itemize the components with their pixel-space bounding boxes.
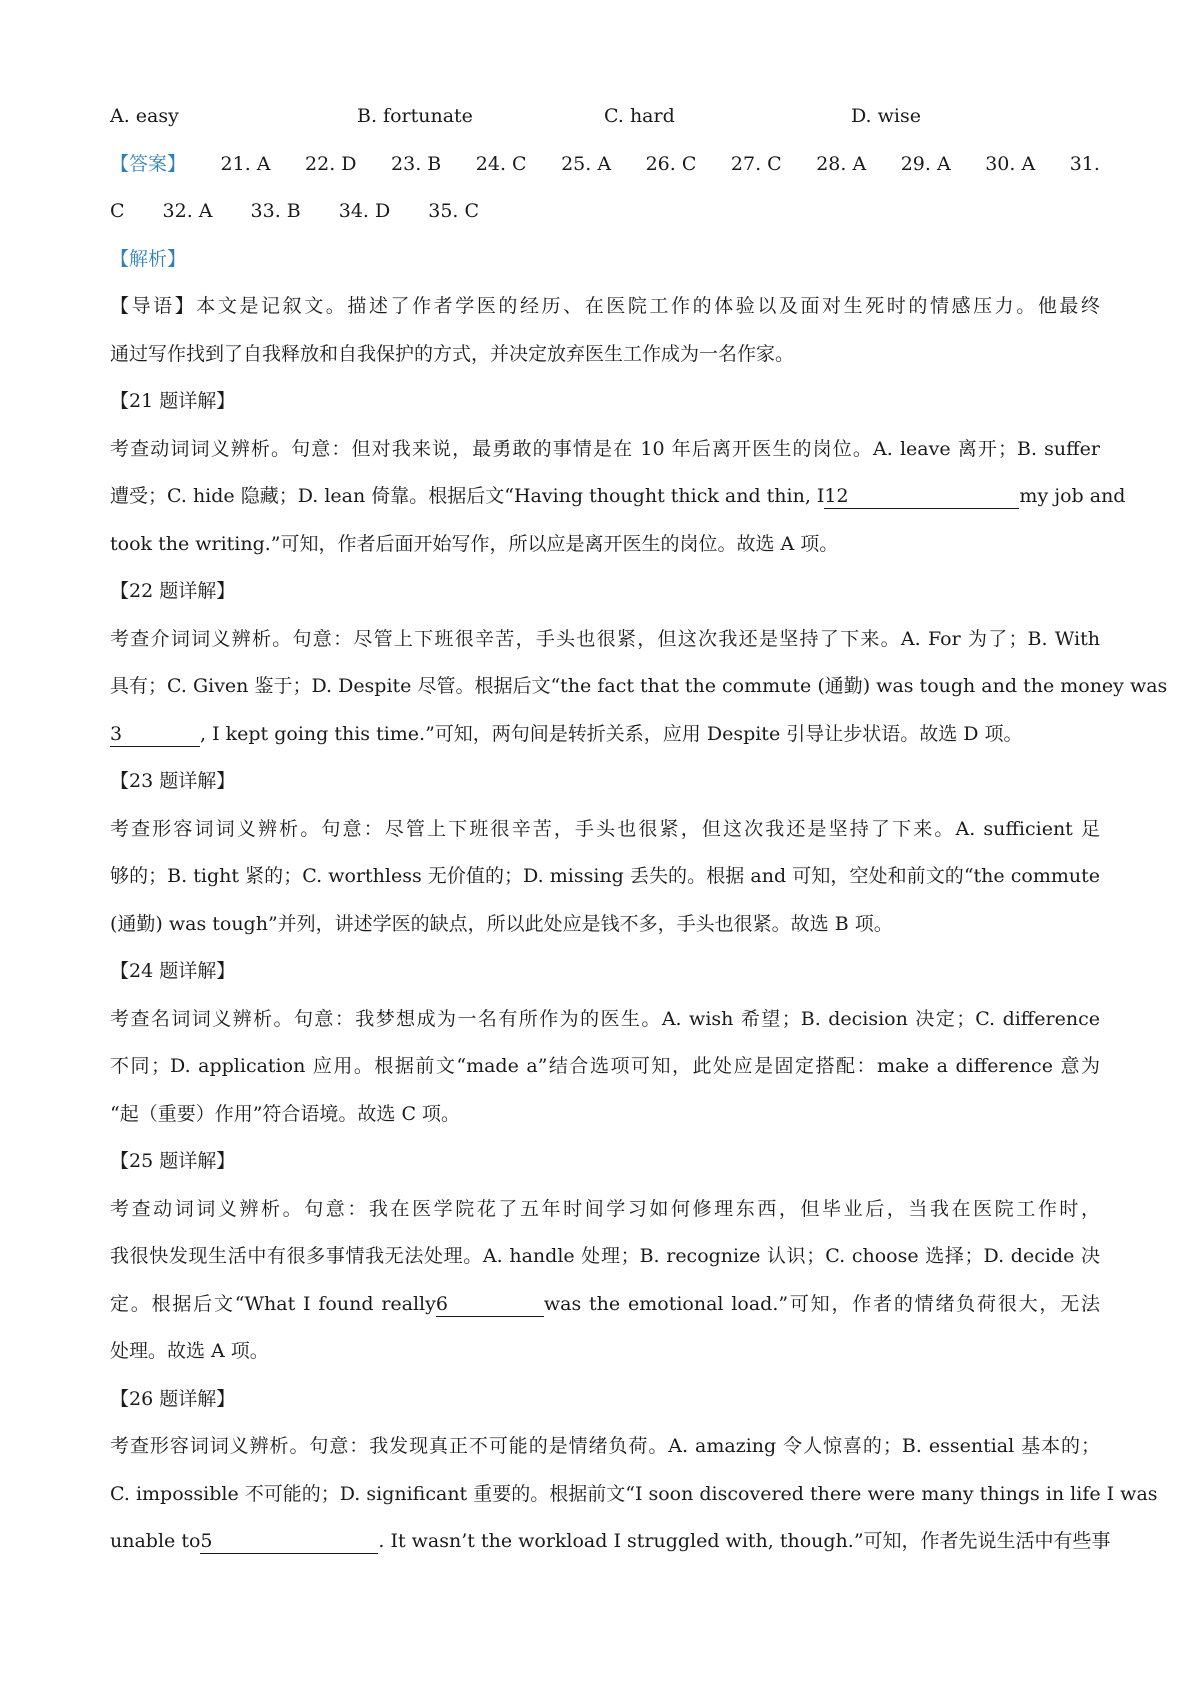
q23-line: 够的；B. tight 紧的；C. worthless 无价值的；D. missing 丢失的。根据 and 可知，空处和前文的“the commute xyxy=(110,865,1100,887)
answer-row-2 xyxy=(110,188,1100,236)
q24-line: 考查名词词义辨析。句意：我梦想成为一名有所作为的医生。A. wish 希望；B. decision 决定；C. difference xyxy=(110,1007,1100,1030)
option-d: D. wise xyxy=(851,105,921,127)
q23-heading: 【23 题详解】 xyxy=(110,770,236,792)
q25-line: 处理。故选 A 项。 xyxy=(110,1340,269,1362)
q22-blank: 3 xyxy=(110,724,200,747)
q21-heading: 【21 题详解】 xyxy=(110,390,236,412)
intro-paragraph xyxy=(110,283,1100,378)
q26-text: unable to xyxy=(110,1530,201,1552)
q22-heading: 【22 题详解】 xyxy=(110,580,236,602)
q26-paragraph xyxy=(110,1423,1158,1566)
q25-text: was the emotional load.”可知，作者的情绪负荷很大，无法 xyxy=(543,1292,1101,1315)
answer-item: 30. A xyxy=(985,152,1036,175)
answer-item: 29. A xyxy=(900,152,951,175)
answer-label: 【答案】 xyxy=(110,152,187,175)
q24-paragraph xyxy=(110,996,1100,1139)
document-content xyxy=(110,93,1168,1566)
answer-item: 28. A xyxy=(816,152,867,175)
q25-line: 考查动词词义辨析。句意：我在医学院花了五年时间学习如何修理东西，但毕业后，当我在医院工作时， xyxy=(110,1197,1100,1220)
answer-item: 21. A xyxy=(220,152,271,175)
q21-blank: 12 xyxy=(824,486,1019,509)
q23-paragraph xyxy=(110,806,1100,949)
answer-item: 33. B xyxy=(250,200,301,222)
answer-item: 26. C xyxy=(645,152,697,175)
intro-line: 通过写作找到了自我释放和自我保护的方式，并决定放弃医生工作成为一名作家。 xyxy=(110,342,795,365)
q21-line: took the writing.”可知，作者后面开始写作，所以应是离开医生的岗位。故选 A 项。 xyxy=(110,532,839,555)
q25-line: 我很快发现生活中有很多事情我无法处理。A. handle 处理；B. recognize 认识；C. choose 选择；D. decide 决 xyxy=(110,1245,1100,1267)
q26-line: 考查形容词词义辨析。句意：我发现真正不可能的是情绪负荷。A. amazing 令人惊喜的；B. essential 基本的； xyxy=(110,1435,1100,1457)
answer-item: 32. A xyxy=(162,200,213,222)
q25-line xyxy=(110,1281,1100,1329)
answer-item: 24. C xyxy=(475,152,527,175)
q25-paragraph xyxy=(110,1186,1100,1376)
answer-item: 31. xyxy=(1069,152,1100,175)
options-row xyxy=(110,93,1100,141)
q24-line: 不同；D. application 应用。根据前文“made a”结合选项可知，此处应是固定搭配：make a difference 意为 xyxy=(110,1055,1100,1077)
q21-text: 遭受；C. hide 隐藏；D. lean 倚靠。根据后文“Having thought thick and thin, I xyxy=(110,485,825,507)
q23-line: (通勤) was tough”并列，讲述学医的缺点，所以此处应是钱不多，手头也很紧。故选 B 项。 xyxy=(110,912,893,935)
q26-blank: 5 xyxy=(200,1531,378,1554)
answer-item: 27. C xyxy=(730,152,782,175)
q24-line: “起（重要）作用”符合语境。故选 C 项。 xyxy=(110,1102,461,1125)
analysis-label: 【解析】 xyxy=(110,247,187,270)
option-a: A. easy xyxy=(110,105,179,127)
q22-line: 具有；C. Given 鉴于；D. Despite 尽管。根据后文“the fact that the commute (通勤) was tough and the money was xyxy=(110,675,1168,697)
q26-line: C. impossible 不可能的；D. significant 重要的。根据前文“I soon discovered there were many things in life I was xyxy=(110,1482,1158,1505)
answer-item: 25. A xyxy=(561,152,612,175)
q22-paragraph xyxy=(110,616,1168,759)
q22-line: 考查介词词义辨析。句意：尽管上下班很辛苦，手头也很紧，但这次我还是坚持了下来。A. For 为了；B. With xyxy=(110,627,1100,650)
q25-heading: 【25 题详解】 xyxy=(110,1150,236,1172)
option-b: B. fortunate xyxy=(357,105,473,127)
answer-item: C xyxy=(110,200,125,222)
q21-line: 考查动词词义辨析。句意：但对我来说，最勇敢的事情是在 10 年后离开医生的岗位。A. leave 离开；B. suffer xyxy=(110,437,1100,460)
q21-text: my job and xyxy=(1019,485,1126,507)
q26-line xyxy=(110,1518,1111,1566)
answer-item: 35. C xyxy=(428,200,480,222)
q24-heading: 【24 题详解】 xyxy=(110,960,236,982)
q25-blank: 6 xyxy=(436,1294,544,1317)
answer-item: 34. D xyxy=(338,200,391,222)
q23-line: 考查形容词词义辨析。句意：尽管上下班很辛苦，手头也很紧，但这次我还是坚持了下来。A. sufficient 足 xyxy=(110,817,1100,840)
intro-line: 【导语】本文是记叙文。描述了作者学医的经历、在医院工作的体验以及面对生死时的情感压力。他最终 xyxy=(110,295,1100,317)
q26-text: . It wasn’t the workload I struggled with, though.”可知，作者先说生活中有些事 xyxy=(378,1530,1111,1552)
q22-line xyxy=(110,711,1100,759)
answer-item: 22. D xyxy=(305,152,357,175)
q25-text: 定。根据后文“What I found really xyxy=(110,1292,436,1315)
q26-heading: 【26 题详解】 xyxy=(110,1387,236,1410)
q22-text: , I kept going this time.”可知，两句间是转折关系，应用 Despite 引导让步状语。故选 D 项。 xyxy=(200,722,1023,745)
q21-paragraph xyxy=(110,426,1126,569)
q21-line xyxy=(110,473,1126,521)
answer-row-1 xyxy=(110,141,1100,189)
answer-item: 23. B xyxy=(391,152,442,175)
option-c: C. hard xyxy=(604,105,675,127)
